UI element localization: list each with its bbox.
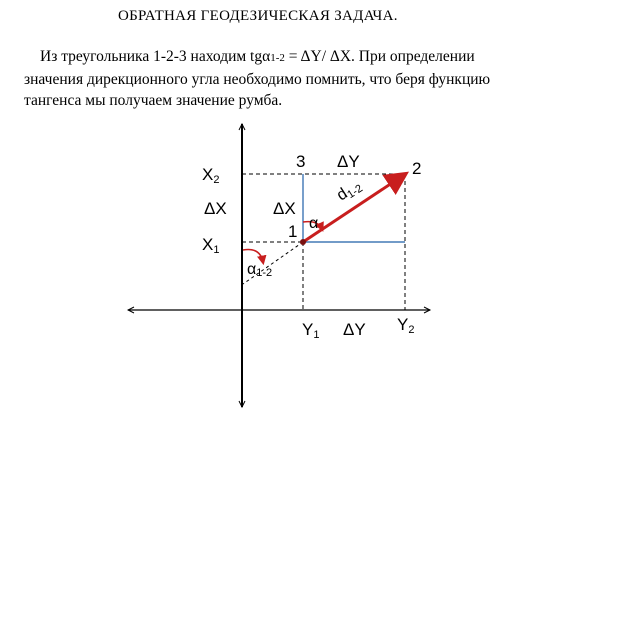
alpha-label: α — [309, 215, 319, 232]
formula-text-start: Из треугольника 1-2-3 находим tgα — [40, 48, 271, 65]
dy-top-label: ΔY — [337, 152, 360, 171]
paragraph-line-3: тангенса мы получаем значение румба. — [24, 92, 283, 109]
y1-label: Y1 — [302, 320, 320, 341]
paragraph-line-2: значения дирекционного угла необходимо помнить, что беря функцию — [24, 71, 491, 88]
y2-label: Y2 — [397, 315, 415, 336]
formula-subscript: 1-2 — [270, 52, 285, 64]
formula-text-end: = ΔY/ ΔX. При определении — [284, 48, 475, 65]
dx-left-label: ΔX — [204, 199, 227, 218]
point-1-dot — [300, 239, 306, 245]
page-title: ОБРАТНАЯ ГЕОДЕЗИЧЕСКАЯ ЗАДАЧА. — [118, 8, 398, 24]
distance-label: d1-2 — [333, 182, 366, 205]
point-1-label: 1 — [288, 222, 298, 241]
dx-inner-label: ΔX — [273, 199, 296, 218]
x1-label: X1 — [202, 235, 220, 256]
x2-label: X2 — [202, 165, 220, 186]
alpha12-label: α1-2 — [247, 261, 273, 279]
point-3-label: 3 — [296, 152, 306, 171]
point-2-label: 2 — [412, 159, 422, 178]
dy-bottom-label: ΔY — [343, 320, 366, 339]
